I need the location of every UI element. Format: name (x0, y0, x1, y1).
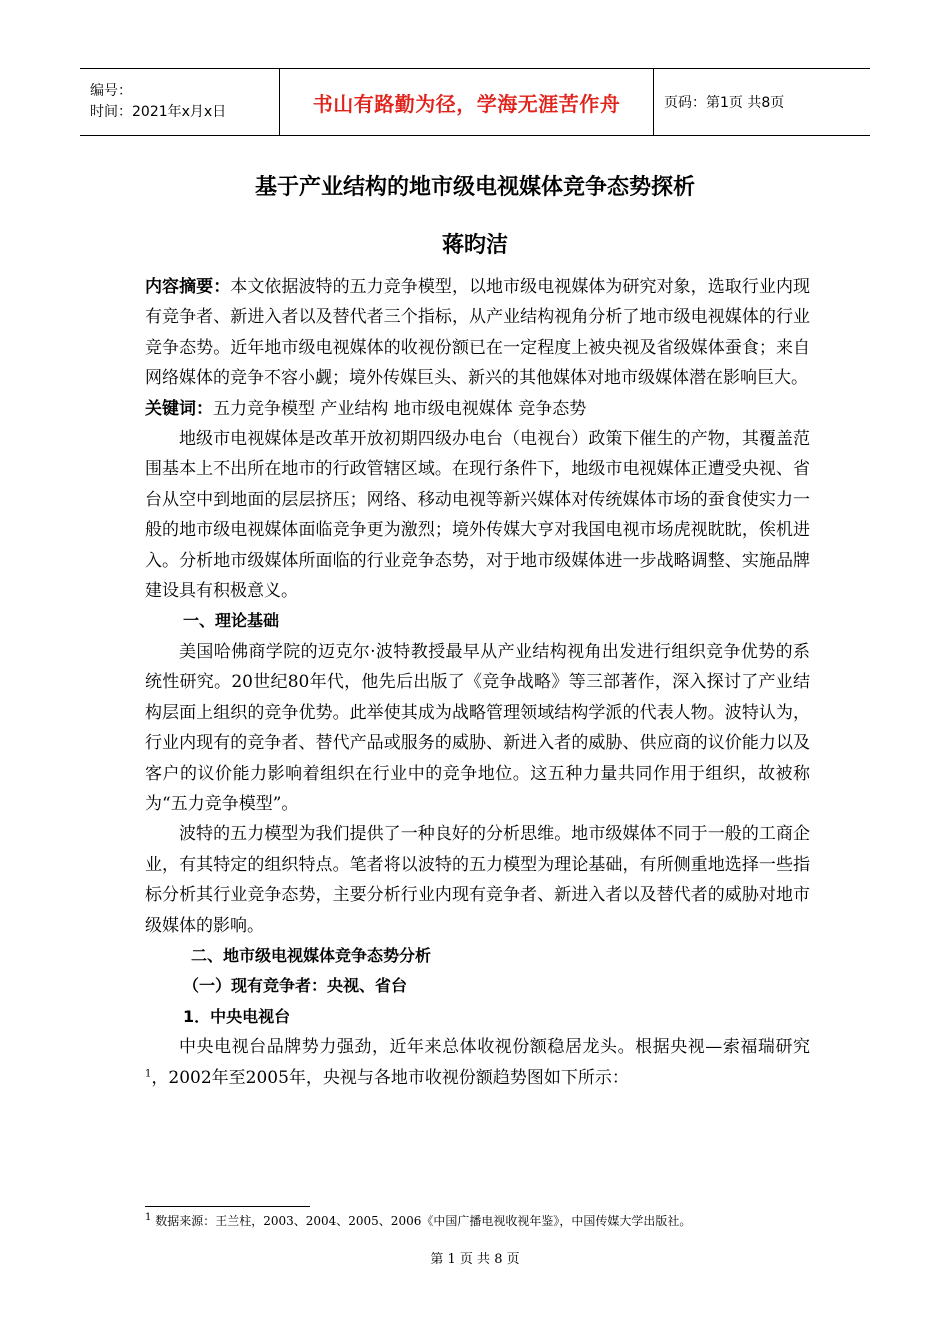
footnote-ref[interactable]: 1 (145, 1067, 152, 1079)
footnote (145, 1212, 691, 1230)
intro-paragraph: 地级市电视媒体是改革开放初期四级办电台（电视台）政策下催生的产物，其覆盖范围基本上不出所在地市的行政管辖区域。在现行条件下，地级市电视媒体正遭受央视、省台从空中到地面的层层挤压；网络、移动电视等新兴媒体对传统媒体市场的蚕食使实力一般的地市级电视媒体面临竞争更为激烈；境外传媒大亨对我国电视市场虎视眈眈，俟机进入。分析地市级媒体所面临的行业竞争态势，对于地市级媒体进一步战略调整、实施品牌建设具有积极意义。 (145, 429, 810, 602)
subsection-1-heading: （一）现有竞争者：央视、省台 (183, 976, 408, 996)
header-meta (80, 69, 280, 135)
abstract-label: 内容摘要： (145, 277, 231, 297)
header-page-info (654, 69, 870, 135)
document-body (145, 272, 810, 1093)
motto: 书山有路勤为径，学海无涯苦作舟 (312, 91, 621, 116)
header-motto-cell (280, 69, 654, 135)
page-footer: 第 1 页 共 8 页 (430, 1252, 520, 1267)
subsection-1-1-heading: 1．中央电视台 (183, 1006, 291, 1026)
keywords (145, 394, 810, 424)
time-label: 时间：2021年x月x日 (90, 104, 227, 120)
footnote-marker: 1 (145, 1212, 152, 1223)
section-1-paragraph-2: 波特的五力模型为我们提供了一种良好的分析思维。地市级媒体不同于一般的工商企业，有其特定的组织特点。笔者将以波特的五力模型为理论基础，有所侧重地选择一些指标分析其行业竞争态势，主要分析行业内现有竞争者、新进入者以及替代者的威胁对地市级媒体的影响。 (145, 824, 810, 936)
footnote-text: 数据来源：王兰柱，2003、2004、2005、2006《中国广播电视收视年鉴》，中国传媒大学出版社。 (151, 1214, 692, 1228)
header-table (80, 68, 870, 136)
number-label: 编号： (90, 83, 132, 99)
keywords-text: 五力竞争模型 产业结构 地市级电视媒体 竞争态势 (213, 398, 587, 419)
abstract-text: 本文依据波特的五力竞争模型，以地市级电视媒体为研究对象，选取行业内现有竞争者、新进入者以及替代者三个指标，从产业结构视角分析了地市级电视媒体的行业竞争态势。近年地市级电视媒体的收视份额已在一定程度上被央视及省级媒体蚕食；来自网络媒体的竞争不容小觑；境外传媒巨头、新兴的其他媒体对地市级媒体潜在影响巨大。 (145, 277, 811, 389)
page-info: 页码：第1页 共8页 (664, 95, 785, 111)
section-2-heading: 二、地市级电视媒体竞争态势分析 (191, 945, 432, 965)
section-1-heading: 一、理论基础 (183, 611, 280, 631)
document-title: 基于产业结构的地市级电视媒体竞争态势探析 (254, 175, 695, 200)
para-text-a: 中央电视台品牌势力强劲，近年来总体收视份额稳居龙头。根据央视—索福瑞研究 (179, 1037, 810, 1058)
author-name: 蒋昀洁 (441, 233, 508, 258)
section-1-paragraph-1: 美国哈佛商学院的迈克尔·波特教授最早从产业结构视角出发进行组织竞争优势的系统性研究。20世纪80年代，他先后出版了《竞争战略》等三部著作，深入探讨了产业结构层面上组织的竞争优势。此举使其成为战略管理领域结构学派的代表人物。波特认为，行业内现有的竞争者、替代产品或服务的威胁、新进入者的威胁、供应商的议价能力以及客户的议价能力影响着组织在行业中的竞争地位。这五种力量共同作用于组织，故被称为“五力竞争模型”。 (145, 641, 810, 814)
subsection-1-1-paragraph (145, 1032, 810, 1093)
keywords-label: 关键词： (145, 398, 213, 419)
footnote-divider (145, 1206, 310, 1207)
abstract (145, 272, 810, 394)
para-text-b: ，2002年至2005年，央视与各地市收视份额趋势图如下所示： (151, 1067, 629, 1088)
